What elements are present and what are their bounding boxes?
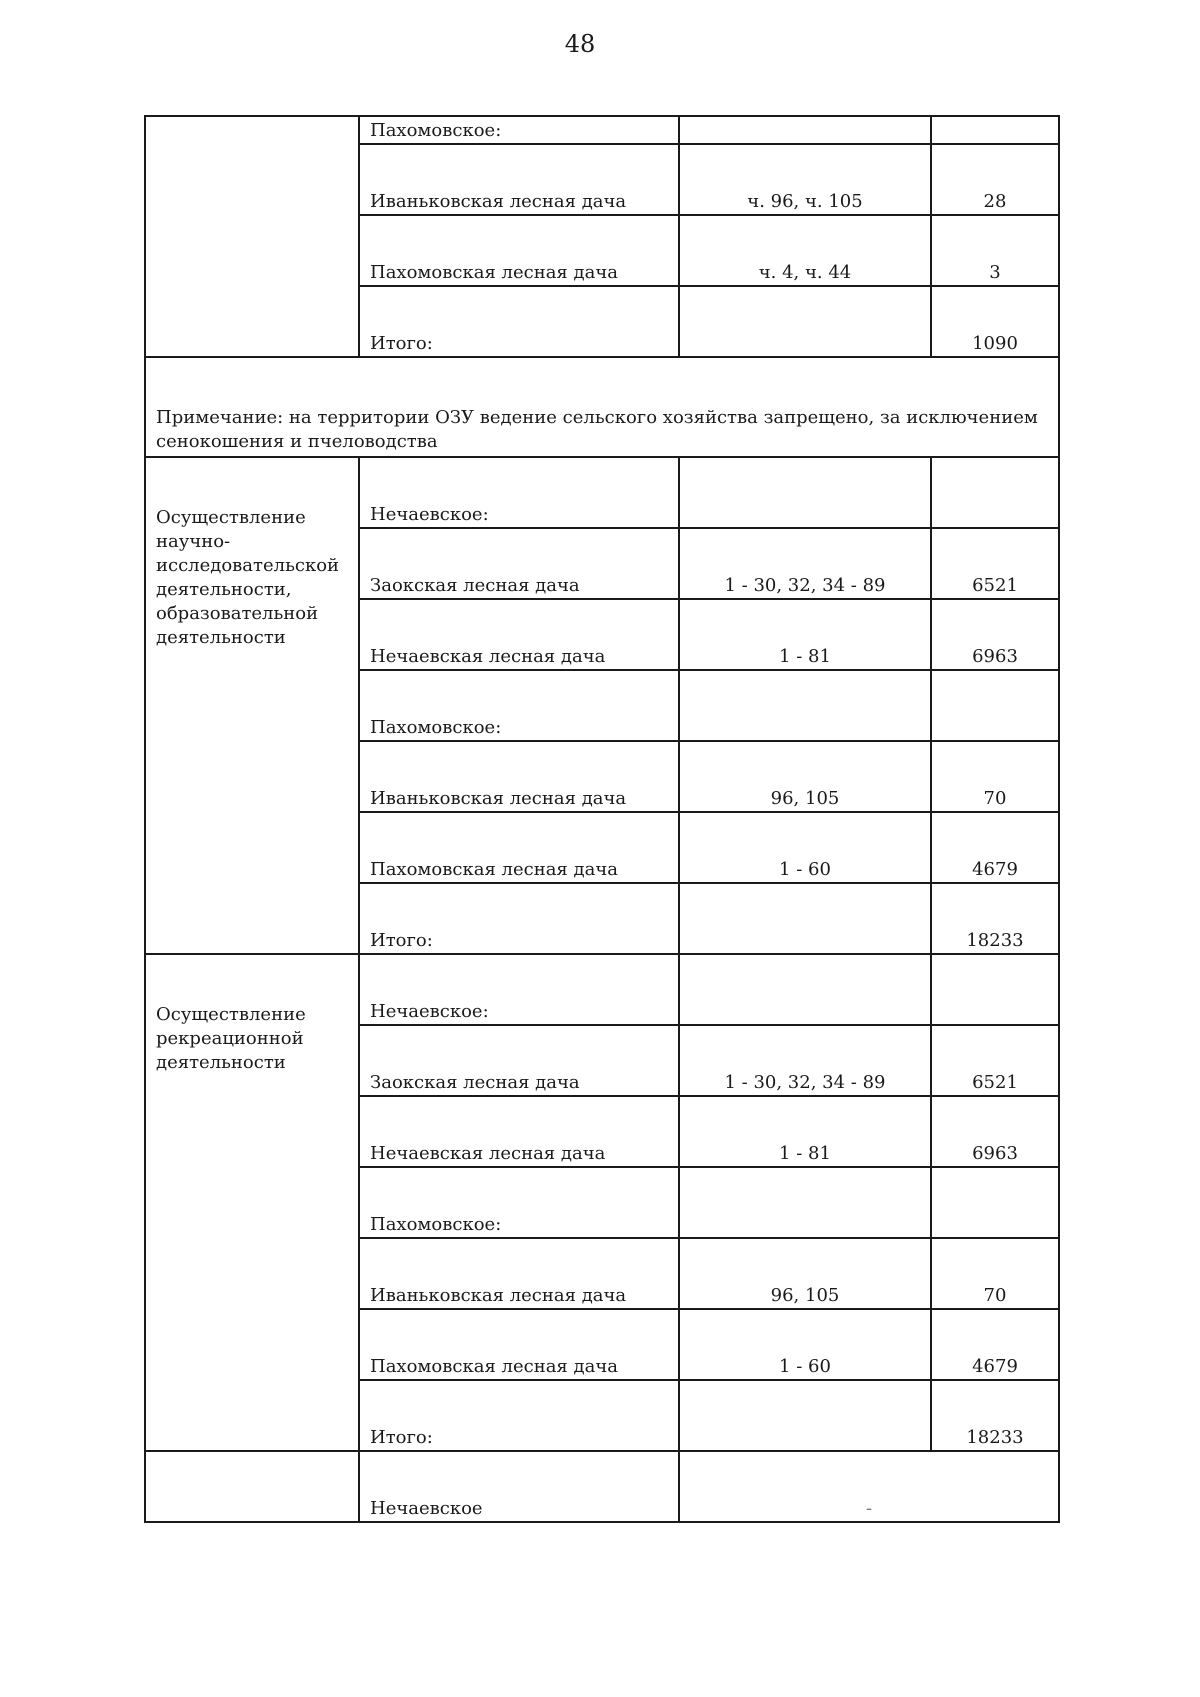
locality-name-cell: Пахомовское: [359, 116, 679, 144]
activity-cell [145, 116, 359, 357]
area-cell: 6521 [931, 528, 1059, 599]
area-cell: 28 [931, 144, 1059, 215]
quarters-cell [679, 116, 931, 144]
area-cell: 6963 [931, 1096, 1059, 1167]
quarters-cell: 1 - 81 [679, 599, 931, 670]
quarters-cell [679, 457, 931, 528]
table-row [145, 954, 1059, 1025]
locality-name-cell: Пахомовская лесная дача [359, 215, 679, 286]
area-cell: 70 [931, 741, 1059, 812]
area-cell: 4679 [931, 1309, 1059, 1380]
page-number: 48 [564, 30, 596, 58]
quarters-cell [679, 670, 931, 741]
locality-name-cell: Иваньковская лесная дача [359, 1238, 679, 1309]
quarters-cell: ч. 4, ч. 44 [679, 215, 931, 286]
area-cell: 4679 [931, 812, 1059, 883]
note-text: Примечание: на территории ОЗУ ведение сельского хозяйства запрещено, за исключением сенокошения и пчеловодства [145, 357, 1059, 457]
locality-name-cell: Нечаевское: [359, 954, 679, 1025]
locality-name-cell: Пахомовская лесная дача [359, 1309, 679, 1380]
area-cell: 70 [931, 1238, 1059, 1309]
quarters-cell: 96, 105 [679, 1238, 931, 1309]
quarters-cell [679, 954, 931, 1025]
total-area-cell: 1090 [931, 286, 1059, 357]
locality-name-cell: Заокская лесная дача [359, 528, 679, 599]
area-cell [931, 457, 1059, 528]
locality-name-cell: Нечаевское: [359, 457, 679, 528]
activity-cell [145, 1451, 359, 1522]
quarters-cell: 1 - 60 [679, 812, 931, 883]
locality-name-cell: Пахомовское: [359, 1167, 679, 1238]
locality-name-cell: Нечаевская лесная дача [359, 599, 679, 670]
area-cell: 3 [931, 215, 1059, 286]
quarters-cell [679, 286, 931, 357]
locality-name-cell: Пахомовское: [359, 670, 679, 741]
total-label-cell: Итого: [359, 1380, 679, 1451]
quarters-cell: 1 - 81 [679, 1096, 931, 1167]
area-cell [931, 116, 1059, 144]
area-cell: 6963 [931, 599, 1059, 670]
locality-name-cell: Заокская лесная дача [359, 1025, 679, 1096]
table-row [145, 457, 1059, 528]
activity-cell-science: Осуществление научно-исследовательской деятельности, образовательной деятельности [145, 457, 359, 954]
quarters-cell [679, 883, 931, 954]
activity-cell-recreation: Осуществление рекреационной деятельности [145, 954, 359, 1451]
area-cell: 6521 [931, 1025, 1059, 1096]
quarters-cell: ч. 96, ч. 105 [679, 144, 931, 215]
total-area-cell: 18233 [931, 883, 1059, 954]
total-label-cell: Итого: [359, 883, 679, 954]
forest-zones-table [144, 115, 1060, 1523]
total-label-cell: Итого: [359, 286, 679, 357]
locality-name-cell: Нечаевская лесная дача [359, 1096, 679, 1167]
area-cell [931, 954, 1059, 1025]
quarters-cell [679, 1167, 931, 1238]
locality-name-cell: Нечаевское [359, 1451, 679, 1522]
total-area-cell: 18233 [931, 1380, 1059, 1451]
quarters-cell: 1 - 30, 32, 34 - 89 [679, 1025, 931, 1096]
quarters-cell: 96, 105 [679, 741, 931, 812]
quarters-cell: 1 - 30, 32, 34 - 89 [679, 528, 931, 599]
merged-value-cell: - [679, 1451, 1059, 1522]
locality-name-cell: Иваньковская лесная дача [359, 144, 679, 215]
quarters-cell: 1 - 60 [679, 1309, 931, 1380]
locality-name-cell: Пахомовская лесная дача [359, 812, 679, 883]
locality-name-cell: Иваньковская лесная дача [359, 741, 679, 812]
area-cell [931, 1167, 1059, 1238]
note-row [145, 357, 1059, 457]
quarters-cell [679, 1380, 931, 1451]
area-cell [931, 670, 1059, 741]
table-row [145, 116, 1059, 144]
table-row [145, 1451, 1059, 1522]
